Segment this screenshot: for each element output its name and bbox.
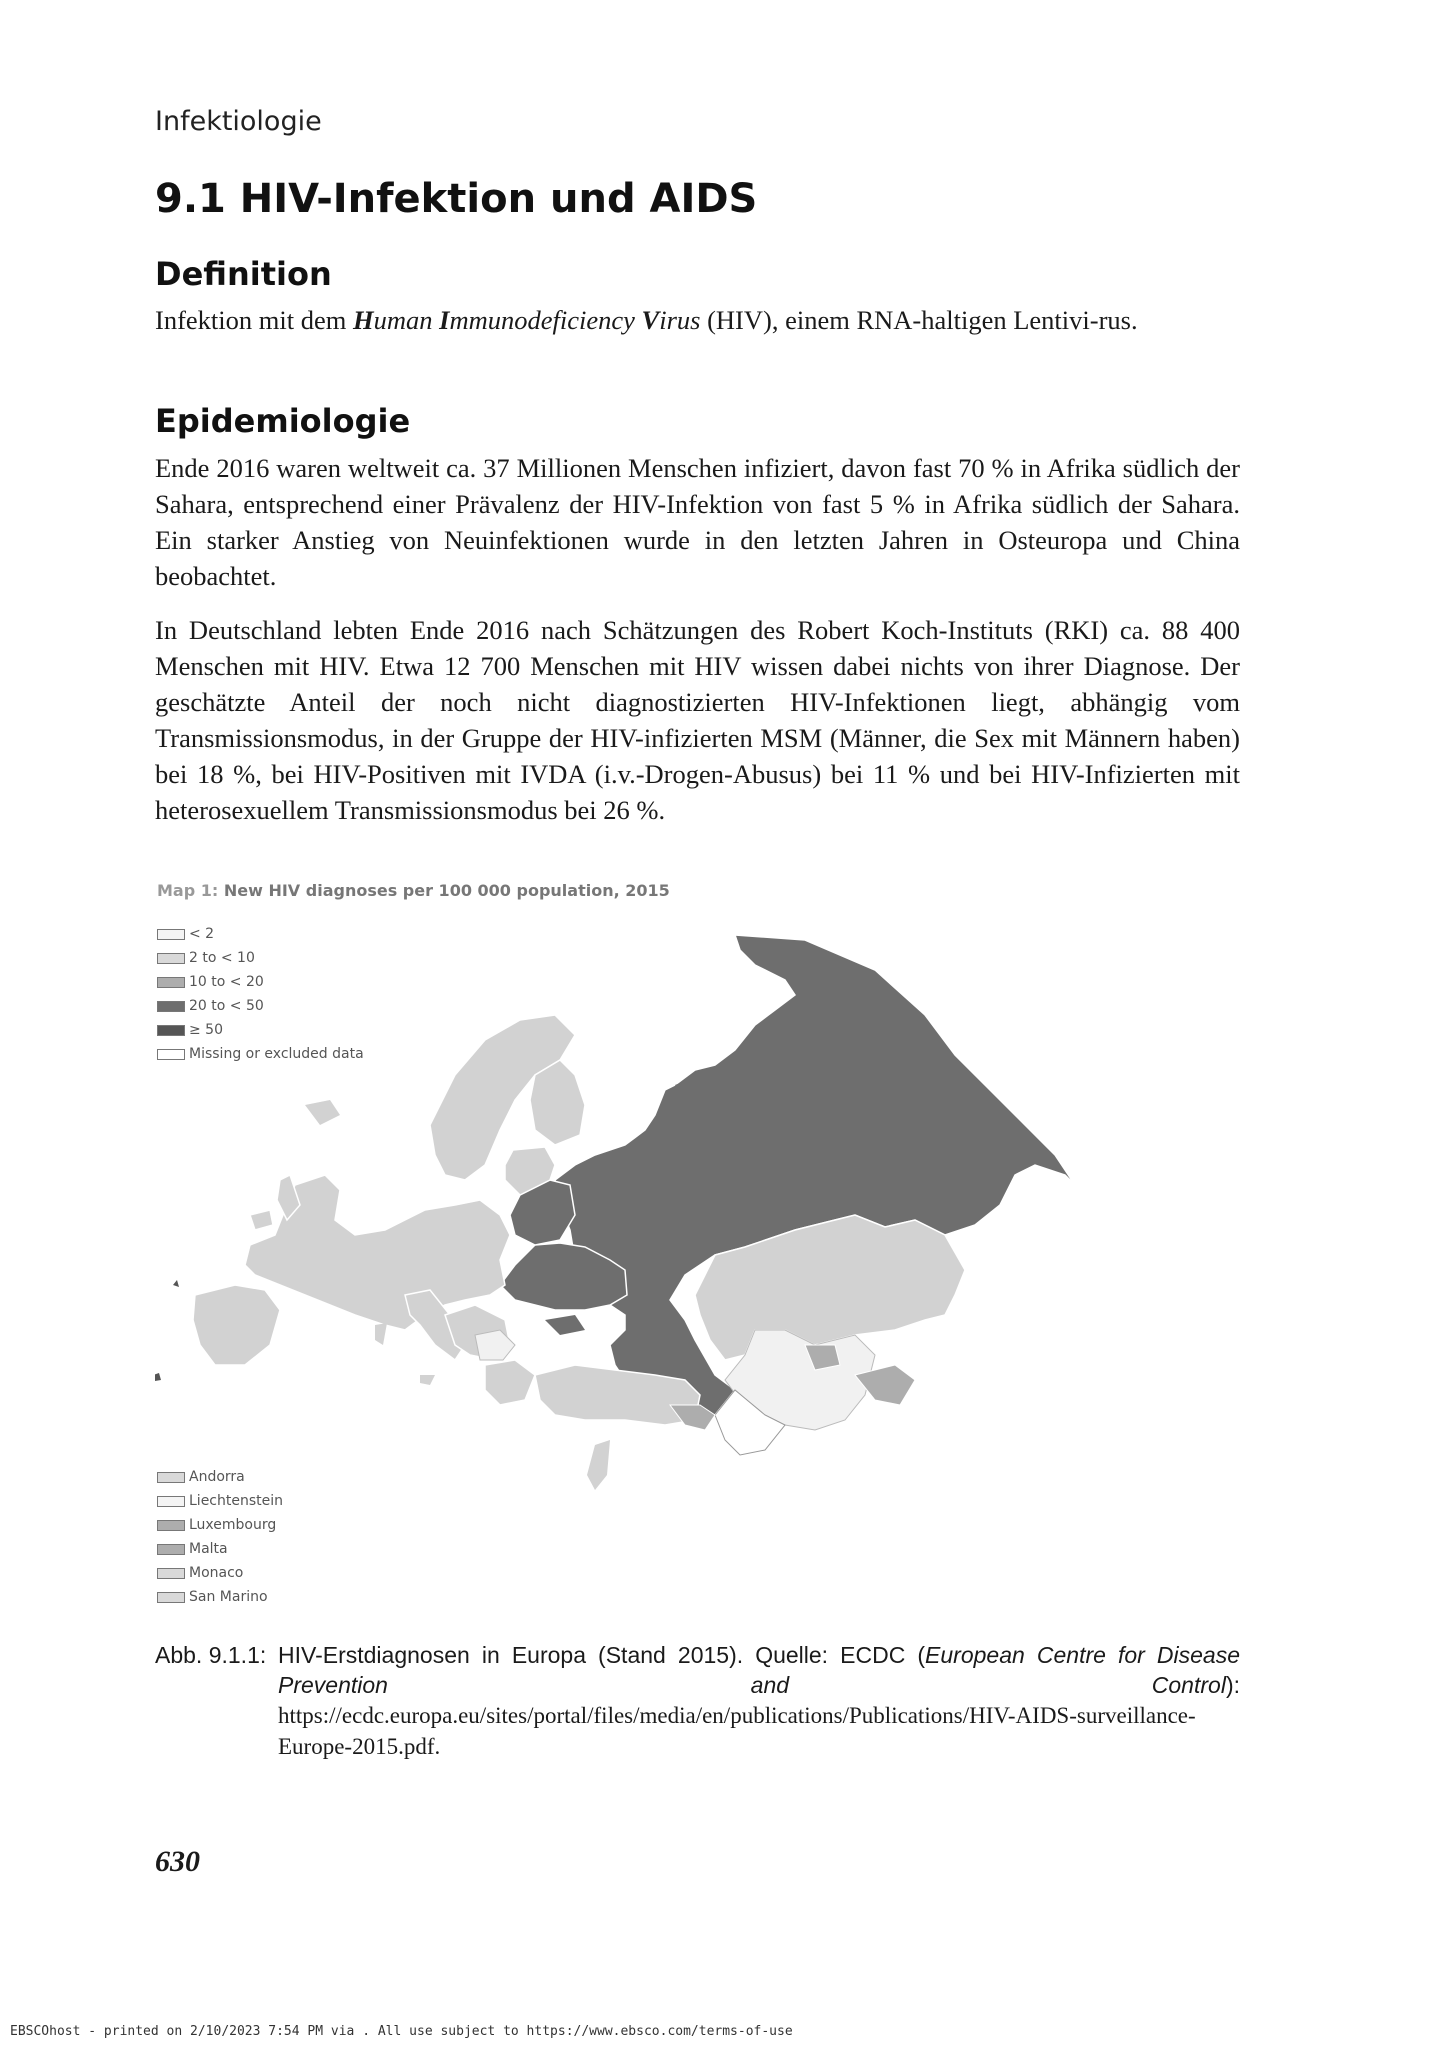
legend-swatch [157, 1592, 185, 1603]
legend-swatch [157, 953, 185, 964]
definition-text: Infektion mit dem Human Immunodeficiency Virus (HIV), einem RNA-haltigen Lentivi-rus. [155, 305, 1138, 335]
legend-item: ≥ 50 [157, 1018, 364, 1042]
legend-swatch [157, 929, 185, 940]
legend-item: 20 to < 50 [157, 994, 364, 1018]
legend-item: 2 to < 10 [157, 946, 364, 970]
legend-swatch [157, 1520, 185, 1531]
caption-text: HIV-Erstdiagnosen in Europa (Stand 2015). Quelle: ECDC (European Centre for Disease Prevention and Control): https://ecdc.europa.eu/sites/portal/files/media/en/publications/Publications/HIV-AIDS-surveillance-Europe-2015.pdf. [278, 1642, 1240, 1759]
legend-item: Liechtenstein [157, 1489, 283, 1513]
legend-swatch [157, 1472, 185, 1483]
legend-item: Luxembourg [157, 1513, 283, 1537]
legend-swatch [157, 1049, 185, 1060]
legend-item: Malta [157, 1537, 283, 1561]
legend-item: Andorra [157, 1465, 283, 1489]
definition-heading: Definition [155, 255, 332, 293]
legend-swatch [157, 1544, 185, 1555]
legend-swatch [157, 1001, 185, 1012]
figure-caption [155, 1640, 1240, 1762]
legend-item: San Marino [157, 1585, 283, 1609]
epidemiology-paragraph-1: Ende 2016 waren weltweit ca. 37 Millionen Menschen infiziert, davon fast 70 % in Afrika südlich der Sahara, entsprechend einer Prävalenz der HIV-Infektion von fast 5 % in Afrika südlich der Sahara. Ein starker Anstieg von Neuinfektionen wurde in den letzten Jahren in Osteuropa und China beobachtet. [155, 453, 1240, 591]
legend-swatch [157, 1568, 185, 1579]
page-number: 630 [155, 1845, 200, 1878]
print-footer: EBSCOhost - printed on 2/10/2023 7:54 PM via . All use subject to https://www.ebsco.com/terms-of-use [10, 2024, 793, 2039]
small-states-legend [157, 1465, 283, 1609]
running-header: Infektiologie [155, 106, 322, 137]
chapter-title: 9.1 HIV-Infektion und AIDS [155, 176, 758, 222]
hiv-map-figure [155, 875, 1235, 1620]
source-url[interactable]: https://ecdc.europa.eu/sites/portal/files/media/en/publications/Publications/HIV-AIDS-surveillance-Europe-2015.pdf. [278, 1703, 1196, 1759]
map-region-finland [530, 1060, 585, 1145]
caption-label: Abb. 9.1.1: [155, 1642, 267, 1668]
legend-swatch [157, 1025, 185, 1036]
legend-item: Missing or excluded data [157, 1042, 364, 1066]
map-legend [157, 922, 364, 1066]
epidemiology-heading: Epidemiologie [155, 402, 411, 440]
legend-item: 10 to < 20 [157, 970, 364, 994]
legend-item: Monaco [157, 1561, 283, 1585]
legend-swatch [157, 977, 185, 988]
epidemiology-paragraph-2: In Deutschland lebten Ende 2016 nach Schätzungen des Robert Koch-Instituts (RKI) ca. 88 400 Menschen mit HIV. Etwa 12 700 Menschen mit HIV wissen dabei nichts von ihrer Diagnose. Der geschätzte Anteil der noch nicht diagnostizierten HIV-Infektionen liegt, abhängig vom Transmissionsmodus, in der Gruppe der HIV-infizierten MSM (Männer, die Sex mit Männern haben) bei 18 %, bei HIV-Positiven mit IVDA (i.v.-Drogen-Abusus) bei 11 % und bei HIV-Infizierten mit heterosexuellem Transmissionsmodus bei 26 %. [155, 615, 1240, 825]
map-title: Map 1: New HIV diagnoses per 100 000 population, 2015 [157, 881, 670, 900]
legend-swatch [157, 1496, 185, 1507]
legend-item: < 2 [157, 922, 364, 946]
